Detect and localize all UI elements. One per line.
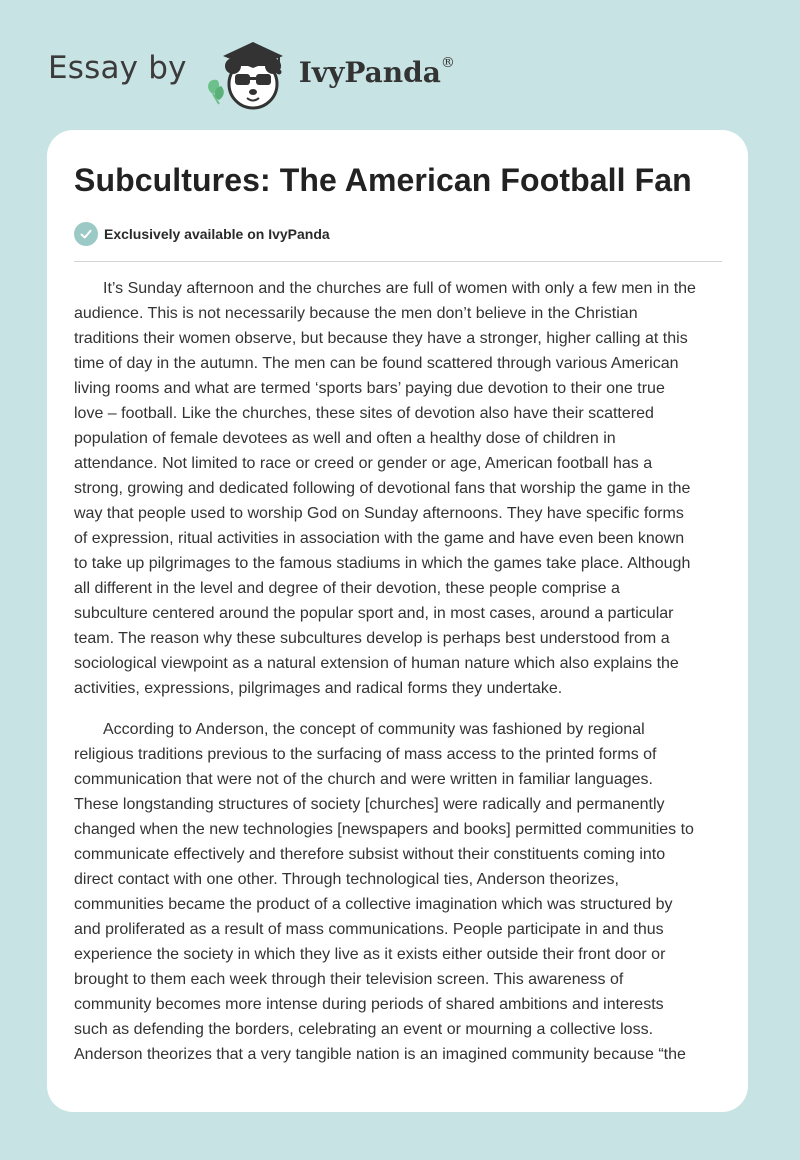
paragraph-line: Anderson theorizes that a very tangible nation is an imagined community because “the [74, 1046, 686, 1063]
paragraph-line: population of female devotees as well and often a healthy dose of children in [74, 430, 616, 447]
exclusive-badge-label: Exclusively available on IvyPanda [104, 226, 330, 242]
check-circle-icon [74, 222, 98, 246]
divider [74, 261, 722, 262]
paragraph-line: These longstanding structures of society [churches] were radically and permanently [74, 796, 665, 813]
paragraph [74, 717, 724, 1067]
paragraph-line: brought to them each week through their television screen. This awareness of [74, 971, 624, 988]
paragraph-line: communicate effectively and therefore subsist without their constituents coming into [74, 846, 666, 863]
paragraph-line: sociological viewpoint as a natural extension of human nature which also explains the [74, 655, 679, 672]
essay-card [47, 130, 748, 1112]
paragraph-line: subculture centered around the popular sport and, in most cases, around a particular [74, 605, 674, 622]
paragraph-line: time of day in the autumn. The men can be found scattered through various American [74, 355, 679, 372]
paragraph-line: audience. This is not necessarily because the men don’t believe in the Christian [74, 305, 638, 322]
paragraph-line: to take up pilgrimages to the famous stadiums in which the games take place. Although [74, 555, 691, 572]
paragraph-line: and proliferated as a result of mass communications. People participate in and thus [74, 921, 664, 938]
paragraph [74, 276, 724, 701]
paragraph-line: love – football. Like the churches, these sites of devotion also have their scattered [74, 405, 654, 422]
paragraph-line: communication that were not of the church and were written in familiar languages. [74, 771, 653, 788]
panda-logo-icon[interactable] [203, 34, 293, 110]
paragraph-line: team. The reason why these subcultures develop is perhaps best understood from a [74, 630, 670, 647]
brand-name[interactable] [299, 56, 455, 89]
paragraph-line: of expression, ritual activities in association with the game and have even been known [74, 530, 685, 547]
paragraph-line: According to Anderson, the concept of community was fashioned by regional [103, 721, 645, 738]
essay-body [74, 276, 724, 1083]
paragraph-line: all different in the level and degree of their devotion, these people comprise a [74, 580, 620, 597]
essay-title: Subcultures: The American Football Fan [74, 162, 692, 198]
paragraph-line: activities, expressions, pilgrimages and radical forms they undertake. [74, 680, 563, 697]
paragraph-line: attendance. Not limited to race or creed or gender or age, American football has a [74, 455, 653, 472]
paragraph-line: such as defending the borders, celebrating an event or mourning a collective loss. [74, 1021, 654, 1038]
brand-label: IvyPanda [298, 55, 441, 89]
paragraph-line: way that people used to worship God on Sunday afternoons. They have specific forms [74, 505, 684, 522]
paragraph-line: strong, growing and dedicated following of devotional fans that worship the game in the [74, 480, 691, 497]
paragraph-line: communities became the product of a collective imagination which was structured by [74, 896, 673, 913]
paragraph-line: changed when the new technologies [newspapers and books] permitted communities to [74, 821, 694, 838]
paragraph-line: religious traditions previous to the surfacing of mass access to the printed forms of [74, 746, 657, 763]
exclusive-badge [74, 222, 330, 246]
site-header [48, 34, 455, 110]
paragraph-line: experience the society in which they live as it exists either outside their front door or [74, 946, 666, 963]
paragraph-line: direct contact with one other. Through technological ties, Anderson theorizes, [74, 871, 619, 888]
paragraph-line: traditions their women observe, but because they have a stronger, higher calling at this [74, 330, 688, 347]
paragraph-line: community becomes more intense during periods of shared ambitions and interests [74, 996, 664, 1013]
registered-mark: ® [440, 55, 455, 72]
essay-by-label: Essay by [48, 50, 187, 86]
paragraph-line: living rooms and what are termed ‘sports bars’ paying due devotion to their one true [74, 380, 665, 397]
paragraph-line: It’s Sunday afternoon and the churches are full of women with only a few men in the [103, 280, 696, 297]
